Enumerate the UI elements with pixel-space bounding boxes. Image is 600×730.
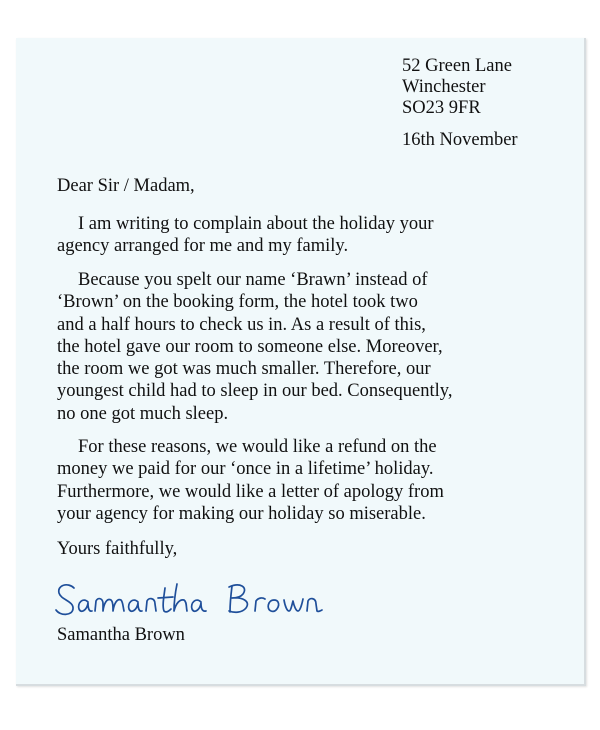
paragraph-line: no one got much sleep.: [57, 403, 229, 424]
paragraph-3: [57, 436, 444, 525]
salutation: Dear Sir / Madam,: [57, 176, 195, 196]
handwritten-signature: [54, 576, 344, 622]
letter-date: 16th November: [402, 130, 518, 150]
paragraph-line: For these reasons, we would like a refund on the: [78, 437, 437, 457]
address-line: 52 Green Lane: [402, 56, 512, 76]
paragraph-line: and a half hours to check us in. As a result of this,: [57, 314, 426, 335]
paragraph-line: agency arranged for me and my family.: [57, 236, 349, 257]
paragraph-1: [57, 213, 434, 258]
address-line: Winchester: [402, 77, 486, 97]
paragraph-line: Furthermore, we would like a letter of apology from: [57, 481, 444, 502]
address-line: SO23 9FR: [402, 98, 481, 118]
sender-address: [402, 56, 512, 119]
letter-page: [16, 38, 586, 686]
closing: Yours faithfully,: [57, 539, 178, 559]
paragraph-line: the hotel gave our room to someone else. Moreover,: [57, 336, 443, 357]
signature-drawing: [54, 576, 344, 622]
paragraph-line: ‘Brown’ on the booking form, the hotel took two: [57, 292, 418, 313]
paragraph-line: the room we got was much smaller. Therefore, our: [57, 359, 431, 380]
paragraph-2: [57, 269, 452, 425]
paragraph-line: I am writing to complain about the holiday your: [78, 214, 434, 234]
paragraph-line: youngest child had to sleep in our bed. Consequently,: [57, 381, 453, 402]
sender-name: Samantha Brown: [57, 625, 185, 645]
paragraph-line: money we paid for our ‘once in a lifetime’ holiday.: [57, 459, 434, 480]
paragraph-line: your agency for making our holiday so miserable.: [57, 503, 426, 524]
paragraph-line: Because you spelt our name ‘Brawn’ instead of: [78, 270, 428, 290]
